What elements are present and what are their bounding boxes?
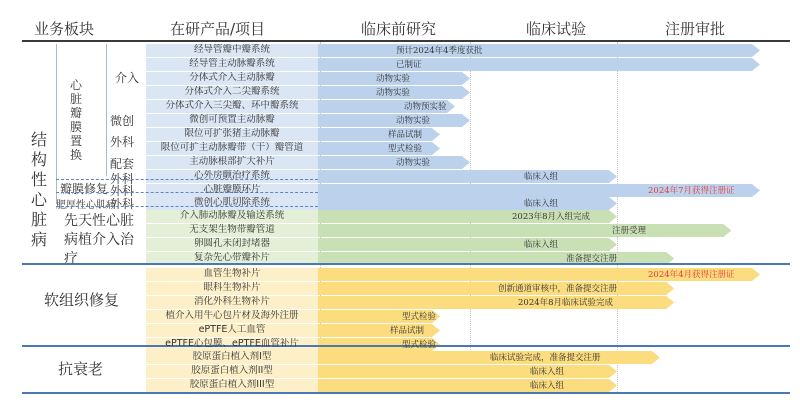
section-anti-aging-label: 抗衰老 [58, 360, 104, 378]
cardiomyopathy-label: 肥厚性心肌病 [56, 200, 116, 211]
product-name: 消化外科生物补片 [193, 296, 270, 307]
status-text: 注册受理 [612, 225, 647, 236]
product-name: 主动脉根部扩大补片 [189, 156, 275, 167]
status-text: 预计2024年4季度获批 [396, 45, 483, 56]
progress-bar [318, 351, 660, 364]
status-text: 临床入组 [524, 171, 559, 182]
status-text: 临床入组 [524, 239, 559, 250]
cardiomyopathy-surgical-label: 外科 [110, 197, 135, 211]
product-name: 胶原蛋白植入剂III型 [189, 379, 275, 390]
progress-bar [318, 114, 470, 127]
status-text: 动物实验 [396, 157, 431, 168]
header-registration: 注册审批 [665, 20, 726, 38]
interventional-label: 介入 [115, 71, 140, 85]
status-text: 动物实验 [396, 115, 431, 126]
product-name: 眼科生物补片 [203, 282, 261, 293]
product-name: 经导管主动脉瓣系统 [189, 58, 275, 69]
progress-bar [318, 282, 674, 295]
minimally-invasive-label: 微创 [110, 114, 135, 128]
product-name: 植介入用牛心包片材及海外注册 [165, 310, 299, 321]
product-name: 分体式介入二尖瓣系统 [184, 86, 280, 97]
product-name: 无支架生物带瓣管道 [189, 224, 275, 235]
surgical-label-2: 外科 [110, 172, 135, 186]
progress-bar [318, 44, 760, 57]
valve-repair-label: 瓣膜修复 [60, 182, 109, 196]
progress-bar [318, 58, 760, 71]
status-text: 动物实验 [376, 73, 411, 84]
status-text: 动物预实验 [404, 101, 447, 112]
status-text: 2024年4月获得注册证 [648, 269, 735, 280]
header-business: 业务板块 [34, 20, 95, 38]
section-bracket [56, 44, 57, 204]
divider-soft-tissue [22, 263, 790, 265]
status-text: 样品试制 [388, 129, 423, 140]
product-name: 卵圆孔未闭封堵器 [193, 238, 270, 249]
heart-valve-label: 心脏瓣膜置换 [69, 78, 82, 162]
accessory-label: 配套 [110, 157, 135, 171]
product-name: ePTFE人工血管 [198, 324, 266, 335]
product-name: 心外房颤治疗系统 [193, 170, 270, 181]
progress-bar [318, 238, 617, 251]
section-soft-tissue-label: 软组织修复 [44, 291, 120, 309]
status-text: 创新通道审核中，准备提交注册 [498, 283, 618, 294]
progress-bar [318, 365, 617, 378]
progress-bar [318, 224, 731, 237]
status-text: 临床试验完成，准备提交注册 [490, 352, 601, 363]
progress-bar [318, 296, 674, 309]
product-name: 分体式介入主动脉瓣 [189, 72, 275, 83]
status-text: 型式检验 [402, 339, 437, 350]
status-text: 型式检验 [402, 311, 437, 322]
section-structural-label: 结构性心脏病 [30, 130, 47, 249]
status-text: 临床入组 [530, 380, 565, 391]
product-name: 血管生物补片 [203, 268, 261, 279]
product-name: 微创可预置主动脉瓣 [189, 114, 275, 125]
product-name: 分体式介入三尖瓣、环中瓣系统 [165, 100, 299, 111]
stage-guide-line [617, 42, 618, 392]
product-name: 胶原蛋白植入剂I型 [192, 351, 272, 362]
status-text: 动物实验 [376, 87, 411, 98]
status-text: 2023年8月入组完成 [512, 211, 591, 222]
product-name: ePTFE心包膜、ePTFE血管补片 [165, 338, 299, 349]
header-divider [22, 40, 790, 42]
product-name: 复杂先心带瓣补片 [193, 252, 270, 263]
status-text: 临床入组 [530, 366, 565, 377]
product-name: 经导管瓣中瓣系统 [193, 44, 270, 55]
status-text: 型式检验 [388, 143, 423, 154]
header-product: 在研产品/项目 [170, 20, 266, 38]
status-text: 临床入组 [524, 198, 559, 209]
status-text: 样品试制 [390, 325, 425, 336]
product-name: 限位可扩主动脉瓣带（干）瓣管道 [160, 142, 304, 153]
product-name: 限位可扩张猪主动脉瓣 [184, 128, 280, 139]
valve-repair-surgical-label: 外科 [110, 184, 135, 198]
status-text: 2024年8月临床试验完成 [518, 297, 614, 308]
status-text: 已制证 [396, 59, 422, 70]
subsection-bracket [106, 44, 107, 176]
status-text: 准备提交注册 [566, 253, 618, 264]
congenital-label: 先天性心脏病植介入治疗 [64, 213, 134, 267]
header-clinical: 临床试验 [526, 20, 587, 38]
progress-bar [318, 156, 470, 169]
bottom-divider [22, 392, 790, 394]
header-preclinical: 临床前研究 [361, 20, 437, 38]
progress-bar [318, 170, 617, 183]
surgical-label: 外科 [110, 135, 135, 149]
product-name: 心脏瓣膜环片 [203, 184, 261, 195]
progress-bar [318, 379, 617, 392]
product-name: 微创心肌切除系统 [193, 197, 270, 208]
product-name: 介入肺动脉瓣及输送系统 [179, 210, 285, 221]
status-text: 2024年7月获得注册证 [648, 185, 735, 196]
progress-bar [318, 197, 617, 210]
product-name: 胶原蛋白植入剂II型 [191, 365, 273, 376]
